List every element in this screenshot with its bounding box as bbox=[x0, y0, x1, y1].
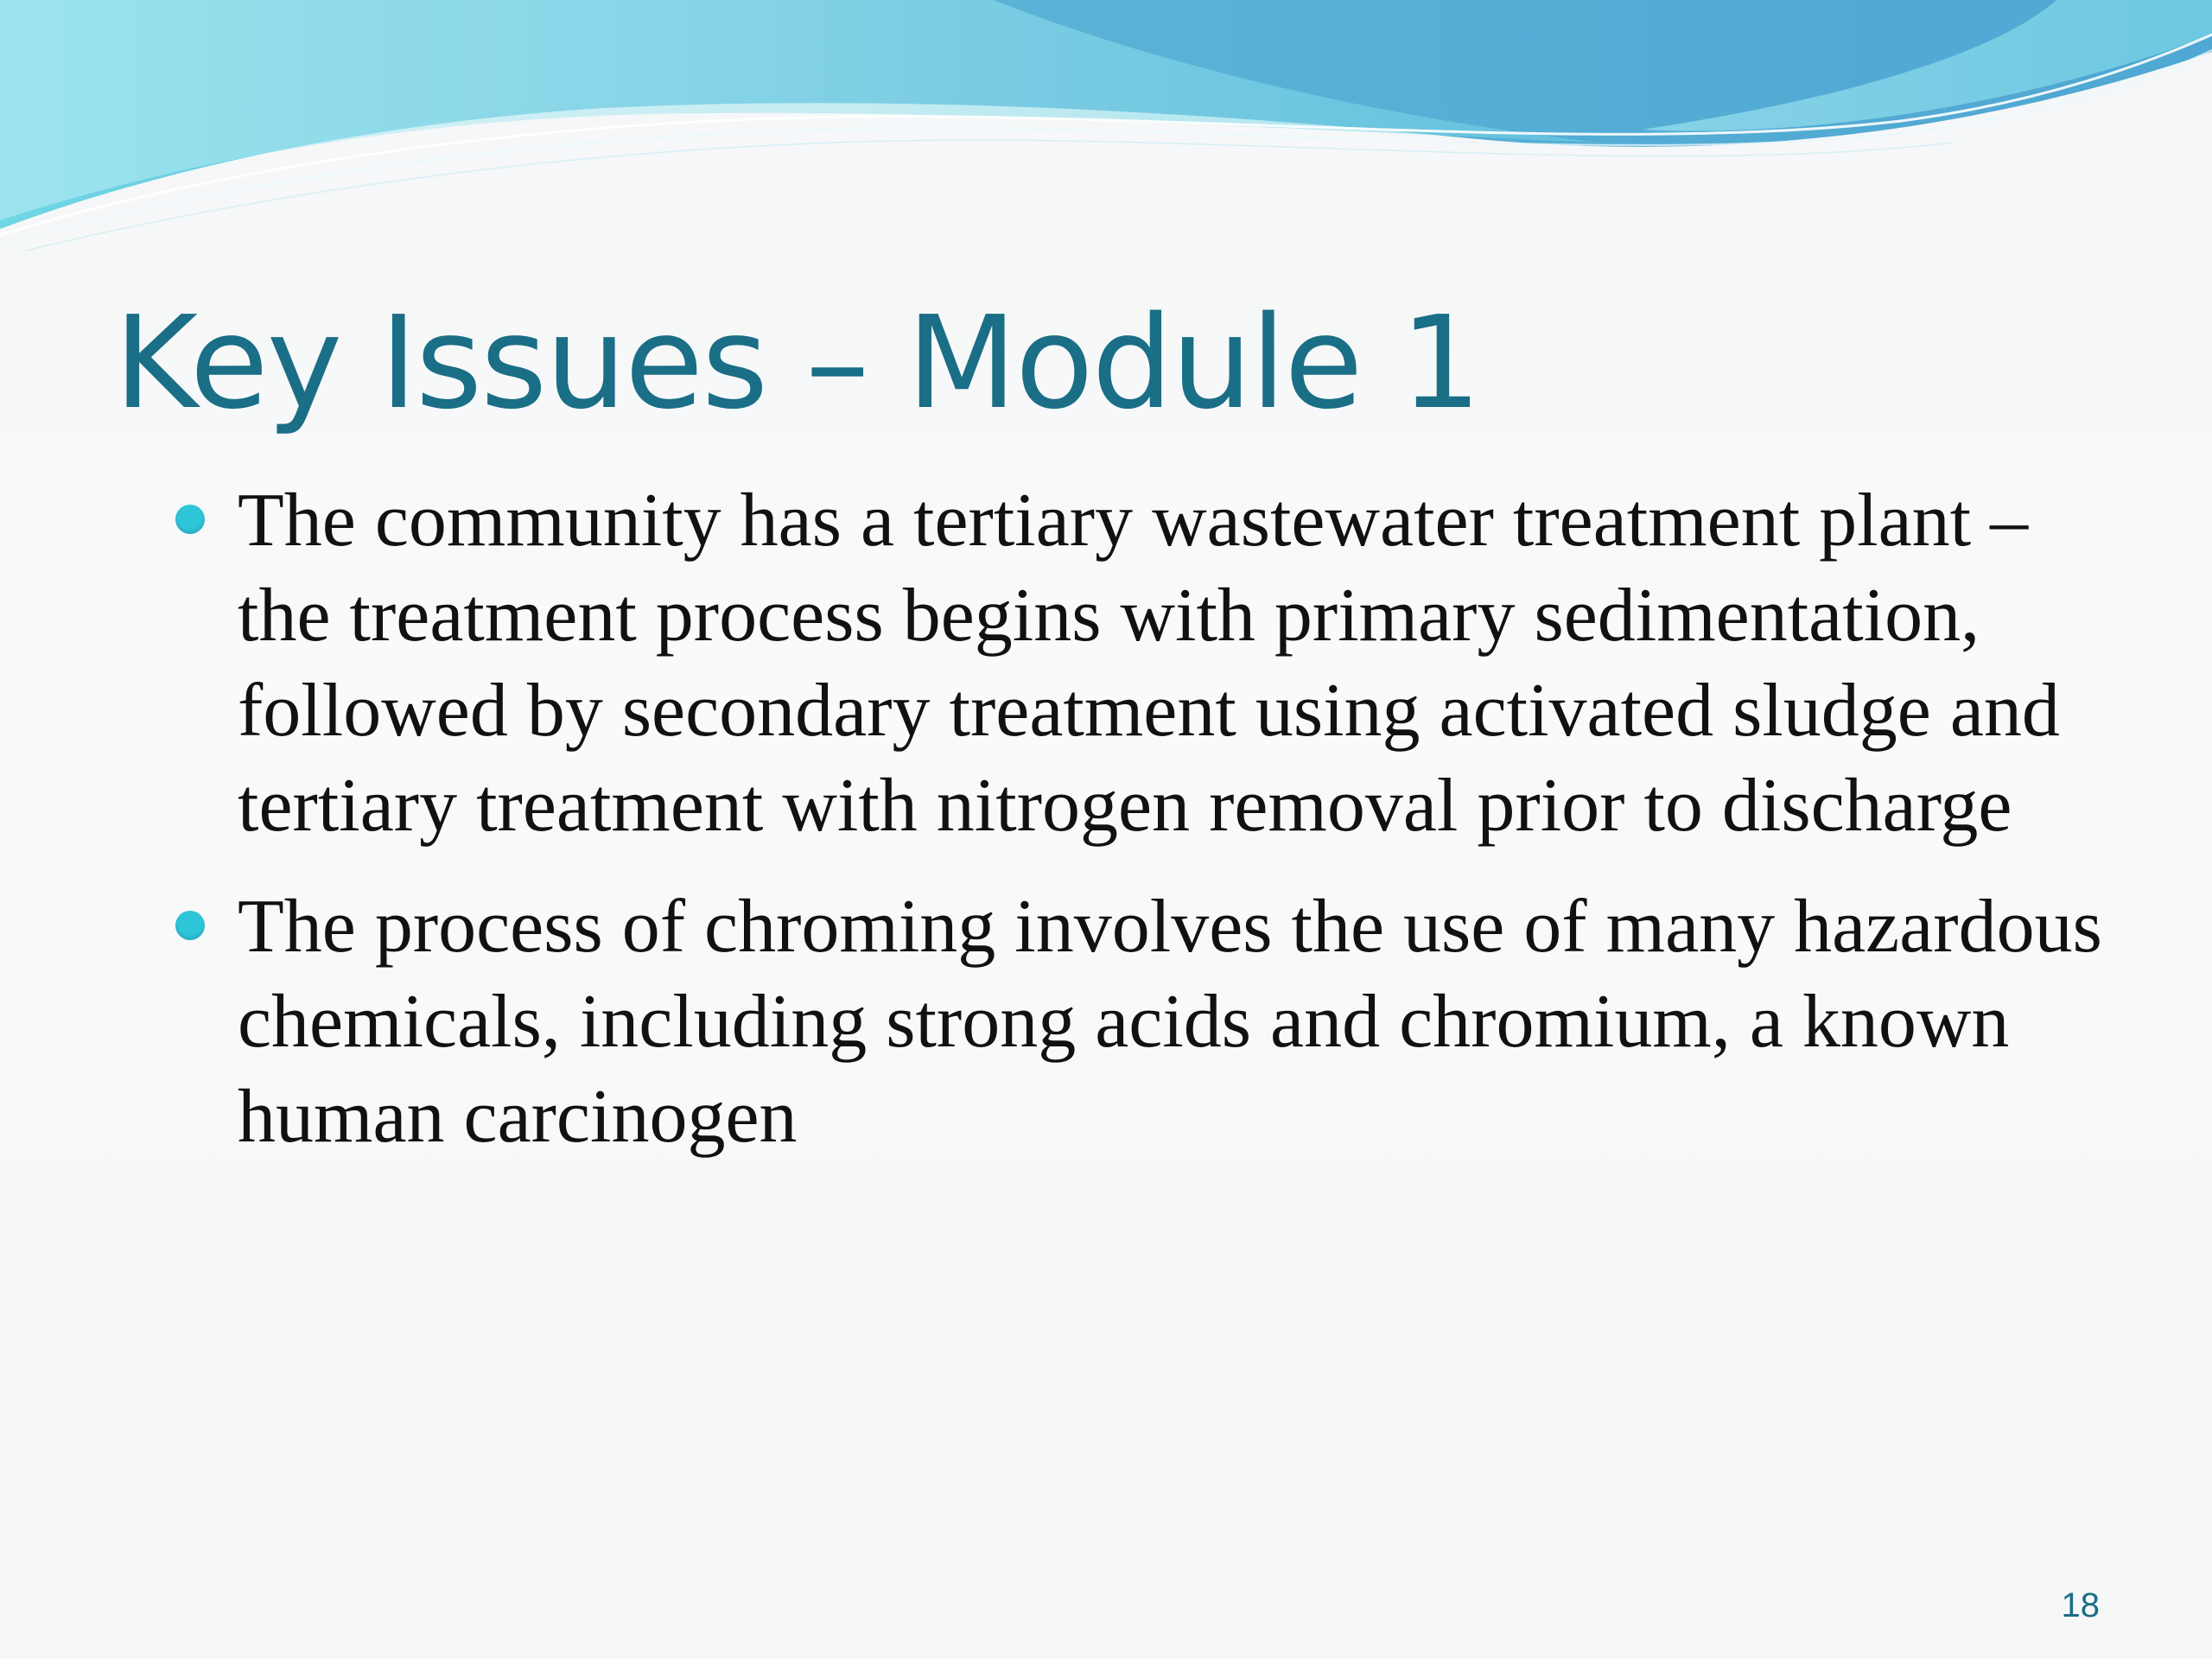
wave-crest-line-faint bbox=[26, 140, 1953, 251]
wave-header-decoration bbox=[0, 0, 2212, 259]
bullet-dot-icon bbox=[175, 911, 205, 940]
slide-title: Key Issues – Module 1 bbox=[114, 289, 1480, 437]
bullet-text: The community has a tertiary wastewater treatment plant – the treatment process begins with primary sedimentation, followed by secondary treatment using activated sludge and tertiary treatment with nitrogen removal prior to discharge bbox=[238, 479, 2060, 848]
bullet-item bbox=[238, 880, 2121, 1165]
bullet-item bbox=[238, 474, 2121, 854]
bullet-text: The process of chroming involves the use of many hazardous chemicals, including strong acids and chromium, a known human carcinogen bbox=[238, 885, 2102, 1159]
bullet-list bbox=[238, 474, 2121, 1191]
bullet-dot-icon bbox=[175, 505, 205, 534]
page-number: 18 bbox=[2061, 1586, 2100, 1624]
